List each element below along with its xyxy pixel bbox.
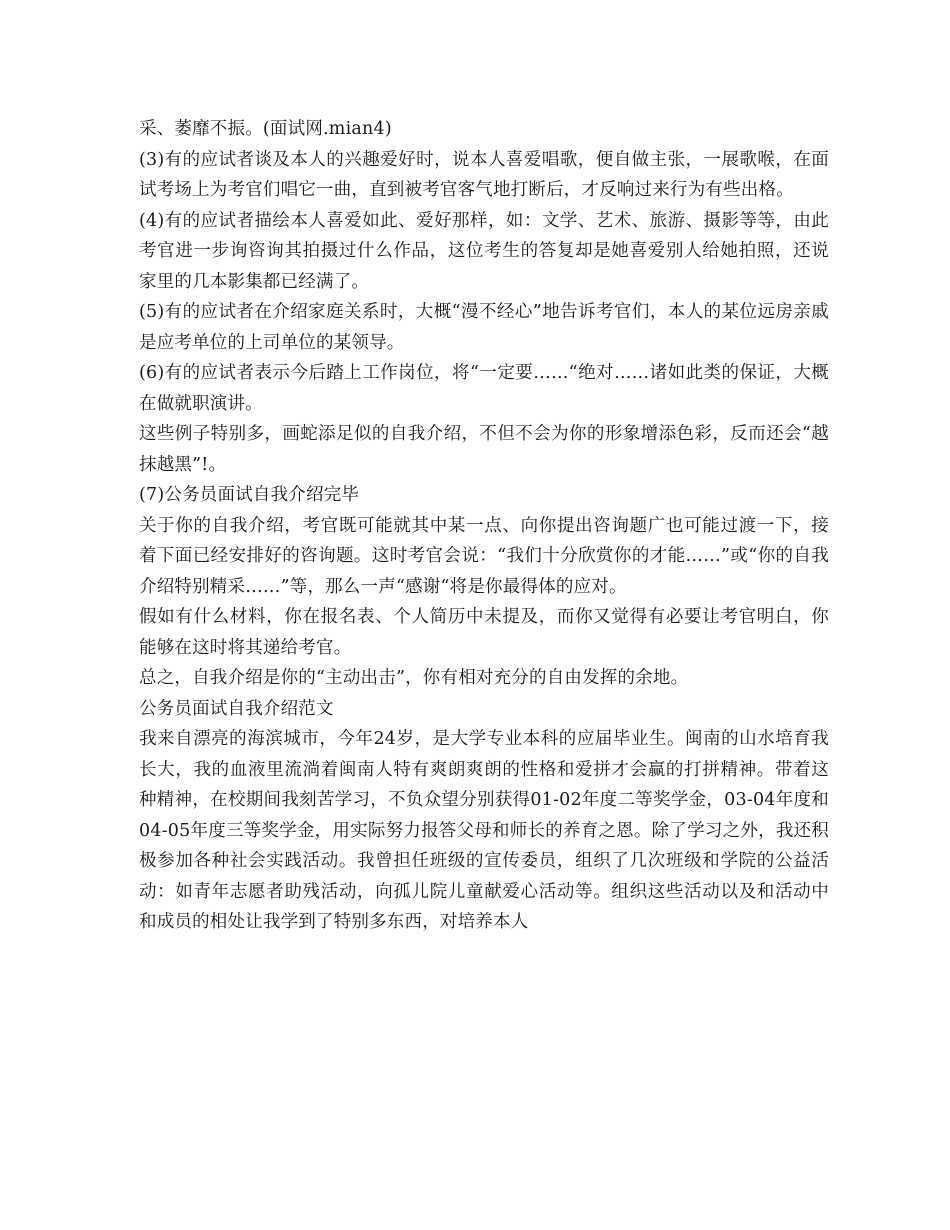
paragraph-summary: 这些例子特别多，画蛇添足似的自我介绍，不但不会为你的形象增添色彩，反而还会“越抹越黑”!。 (139, 424, 829, 475)
paragraph-item-5: (5)有的应试者在介绍家庭关系时，大概“漫不经心”地告诉考官们，本人的某位远房亲戚是应考单位的上司单位的某领导。 (139, 302, 829, 353)
paragraph-item-3: (3)有的应试者谈及本人的兴趣爱好时，说本人喜爱唱歌，便自做主张，一展歌喉，在面试考场上为考官们唱它一曲，直到被考官客气地打断后，才反响过来行为有些出格。 (139, 149, 829, 200)
paragraph-item-6: (6)有的应试者表示今后踏上工作岗位，将“一定要……“绝对……诸如此类的保证，大概在做就职演讲。 (139, 363, 829, 414)
paragraph-item-7-heading: (7)公务员面试自我介绍完毕 (139, 485, 360, 505)
paragraph-followup: 关于你的自我介绍，考官既可能就其中某一点、向你提出咨询题广也可能过渡一下，接着下面已经安排好的咨询题。这时考官会说：“我们十分欣赏你的才能……”或“你的自我介绍特别精采……”等，那么一声“感谢“将是你最得体的应对。 (139, 515, 829, 597)
paragraph-sample-intro: 我来自漂亮的海滨城市，今年24岁，是大学专业本科的应届毕业生。闽南的山水培育我长大，我的血液里流淌着闽南人特有爽朗爽朗的性格和爱拼才会赢的打拼精神。带着这种精神，在校期间我刻苦学习，不负众望分别获得01-02年度二等奖学金，03-04年度和04-05年度三等奖学金，用实际努力报答父母和师长的养育之恩。除了学习之外，我还积极参加各种社会实践活动。我曾担任班级的宣传委员，组织了几次班级和学院的公益活动：如青年志愿者助残活动，向孤儿院儿童献爱心活动等。组织这些活动以及和活动中和成员的相处让我学到了特别多东西，对培养本人 (139, 729, 829, 932)
document-body (139, 114, 829, 938)
section-heading-sample: 公务员面试自我介绍范文 (139, 698, 334, 719)
paragraph-conclusion: 总之，自我介绍是你的“主动出击”，你有相对充分的自由发挥的余地。 (139, 668, 689, 688)
paragraph-item-4: (4)有的应试者描绘本人喜爱如此、爱好那样，如：文学、艺术、旅游、摄影等等，由此考官进一步询咨询其拍摄过什么作品，这位考生的答复却是她喜爱别人给她拍照，还说家里的几本影集都已经满了。 (139, 210, 829, 292)
paragraph-materials: 假如有什么材料，你在报名表、个人简历中未提及，而你又觉得有必要让考官明白，你能够在这时将其递给考官。 (139, 607, 829, 658)
paragraph-continuation: 采、萎靡不振。(面试网.mian4) (139, 119, 392, 139)
